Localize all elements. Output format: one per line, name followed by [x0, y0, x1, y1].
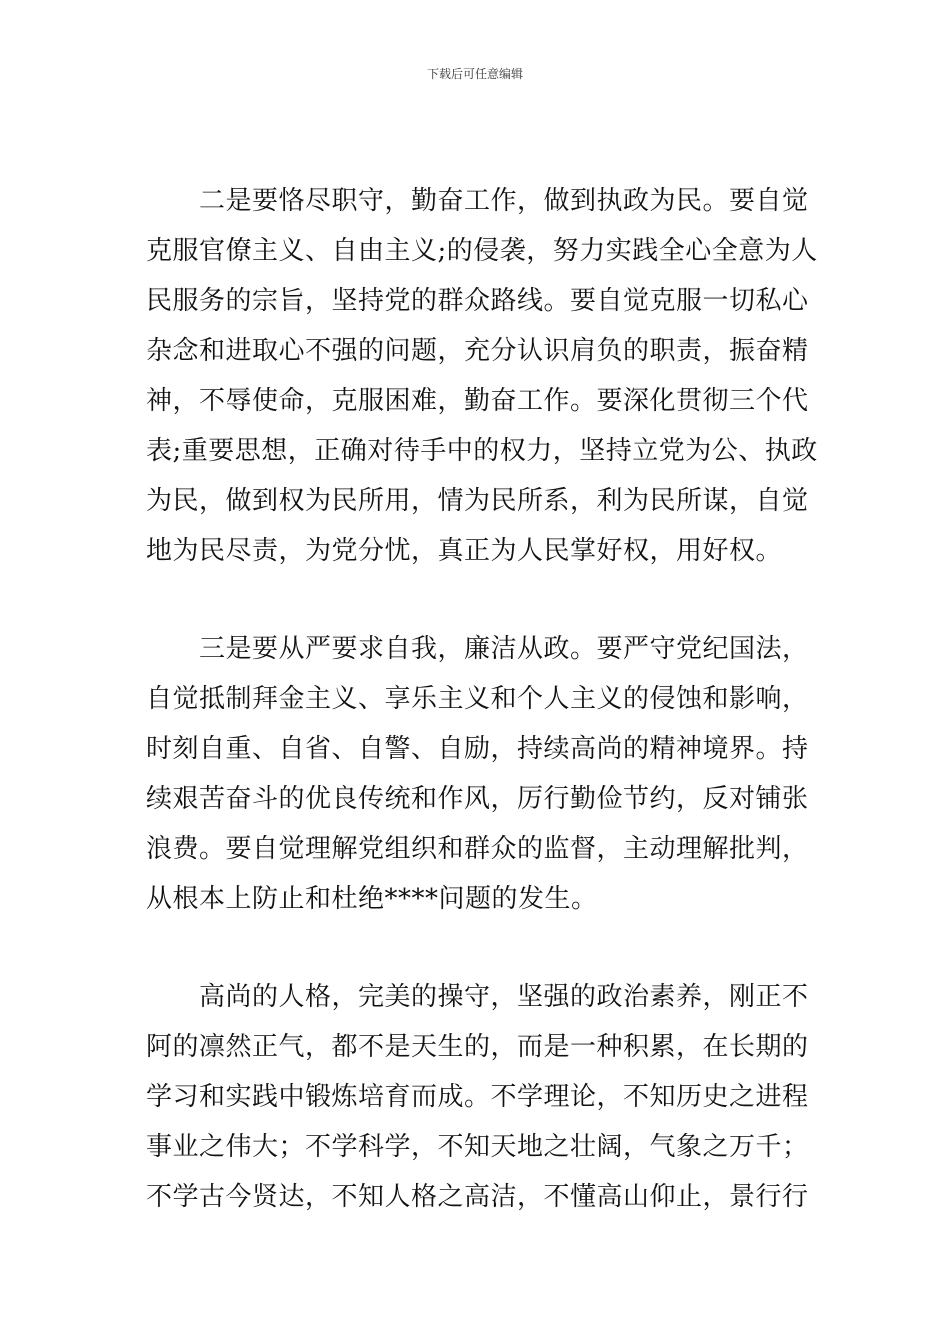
text-line: 为民，做到权为民所用，情为民所系，利为民所谋，自觉	[146, 486, 809, 516]
text-line: 克服官僚主义、自由主义;的侵袭，努力实践全心全意为人	[146, 236, 818, 266]
text-line: 表;重要思想，正确对待手中的权力，坚持立党为公、执政	[146, 436, 818, 466]
text-line: 事业之伟大；不学科学，不知天地之壮阔，气象之万千；	[146, 1132, 809, 1162]
paragraph-spacer	[146, 924, 811, 972]
text-line: 高尚的人格，完美的操守，坚强的政治素养，刚正不	[146, 982, 809, 1012]
text-line: 三是要从严要求自我，廉洁从政。要严守党纪国法，	[146, 634, 809, 664]
text-line: 自觉抵制拜金主义、享乐主义和个人主义的侵蚀和影响，	[146, 684, 809, 714]
document-body	[146, 176, 818, 1222]
paragraph-character	[146, 972, 811, 1222]
text-line: 杂念和进取心不强的问题，充分认识肩负的职责，振奋精	[146, 336, 809, 366]
text-line: 浪费。要自觉理解党组织和群众的监督，主动理解批判，	[146, 834, 809, 864]
text-line: 时刻自重、自省、自警、自励，持续高尚的精神境界。持	[146, 734, 809, 764]
paragraph-spacer	[146, 576, 811, 624]
paragraph-integrity	[146, 624, 811, 924]
text-line: 地为民尽责，为党分忧，真正为人民掌好权，用好权。	[146, 536, 783, 566]
paragraph-duty	[146, 176, 818, 576]
text-line: 学习和实践中锻炼培育而成。不学理论，不知历史之进程	[146, 1082, 809, 1112]
text-line: 二是要恪尽职守，勤奋工作，做到执政为民。要自觉	[146, 186, 809, 216]
text-line: 民服务的宗旨，坚持党的群众路线。要自觉克服一切私心	[146, 286, 809, 316]
text-line: 阿的凛然正气，都不是天生的，而是一种积累，在长期的	[146, 1032, 809, 1062]
text-line: 不学古今贤达，不知人格之高洁，不懂高山仰止，景行行	[146, 1182, 809, 1212]
text-line: 从根本上防止和杜绝****问题的发生。	[146, 884, 598, 914]
text-line: 神，不辱使命，克服困难，勤奋工作。要深化贯彻三个代	[146, 386, 809, 416]
page-header: 下载后可任意编辑	[426, 67, 523, 81]
text-line: 续艰苦奋斗的优良传统和作风，厉行勤俭节约，反对铺张	[146, 784, 809, 814]
